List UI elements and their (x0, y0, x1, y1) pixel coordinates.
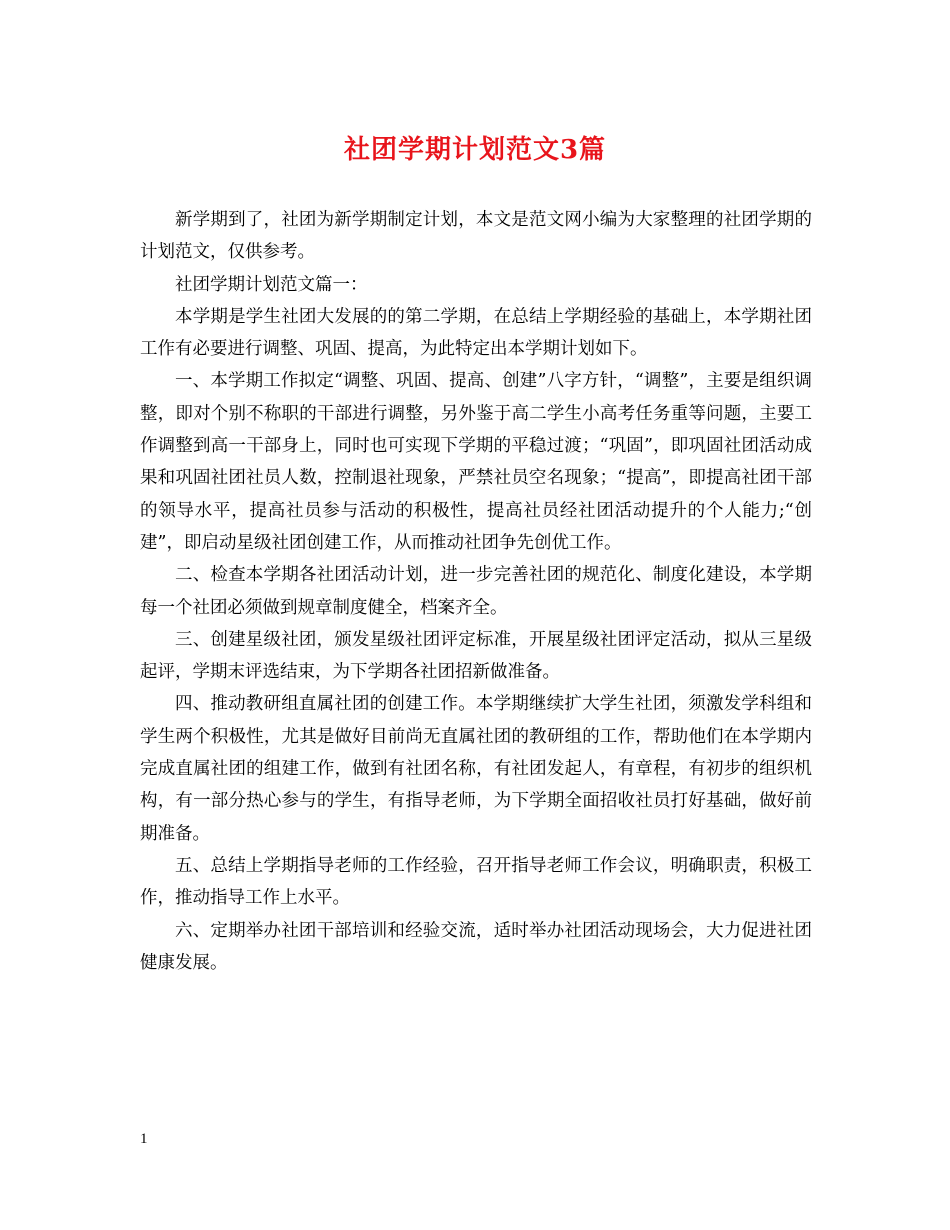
paragraph: 五、总结上学期指导老师的工作经验，召开指导老师工作会议，明确职责，积极工作，推动指导工作上水平。 (140, 855, 812, 909)
paragraph: 本学期是学生社团大发展的的第二学期，在总结上学期经验的基础上，本学期社团工作有必要进行调整、巩固、提高，为此特定出本学期计划如下。 (140, 306, 812, 360)
paragraph: 六、定期举办社团干部培训和经验交流，适时举办社团活动现场会，大力促进社团健康发展。 (140, 920, 812, 973)
page-number: 1 (140, 1131, 148, 1147)
paragraph: 三、创建星级社团，颁发星级社团评定标准，开展星级社团评定活动，拟从三星级起评，学期末评选结束，为下学期各社团招新做准备。 (140, 629, 812, 683)
paragraph: 新学期到了，社团为新学期制定计划，本文是范文网小编为大家整理的社团学期的计划范文，仅供参考。 (140, 210, 812, 263)
paragraph: 一、本学期工作拟定“调整、巩固、提高、创建”八字方针，“调整”，主要是组织调整，即对个别不称职的干部进行调整，另外鉴于高二学生小高考任务重等问题，主要工作调整到高一干部身上，同时也可实现下学期的平稳过渡；“巩固”，即巩固社团活动成果和巩固社团社员人数，控制退社现象，严禁社员空名现象；“提高”，即提高社团干部的领导水平，提高社员参与活动的积极性，提高社员经社团活动提升的个人能力;“创建”，即启动星级社团创建工作，从而推动社团争先创优工作。 (140, 371, 812, 553)
paragraph: 社团学期计划范文篇一： (175, 274, 368, 295)
document-body (140, 204, 812, 979)
paragraph: 二、检查本学期各社团活动计划，进一步完善社团的规范化、制度化建设，本学期每一个社团必须做到规章制度健全，档案齐全。 (140, 565, 812, 618)
paragraph: 四、推动教研组直属社团的创建工作。本学期继续扩大学生社团，须激发学科组和学生两个积极性，尤其是做好目前尚无直属社团的教研组的工作，帮助他们在本学期内完成直属社团的组建工作，做到有社团名称，有社团发起人，有章程，有初步的组织机构，有一部分热心参与的学生，有指导老师，为下学期全面招收社员打好基础，做好前期准备。 (140, 694, 812, 844)
document-title: 社团学期计划范文3篇 (343, 135, 607, 165)
